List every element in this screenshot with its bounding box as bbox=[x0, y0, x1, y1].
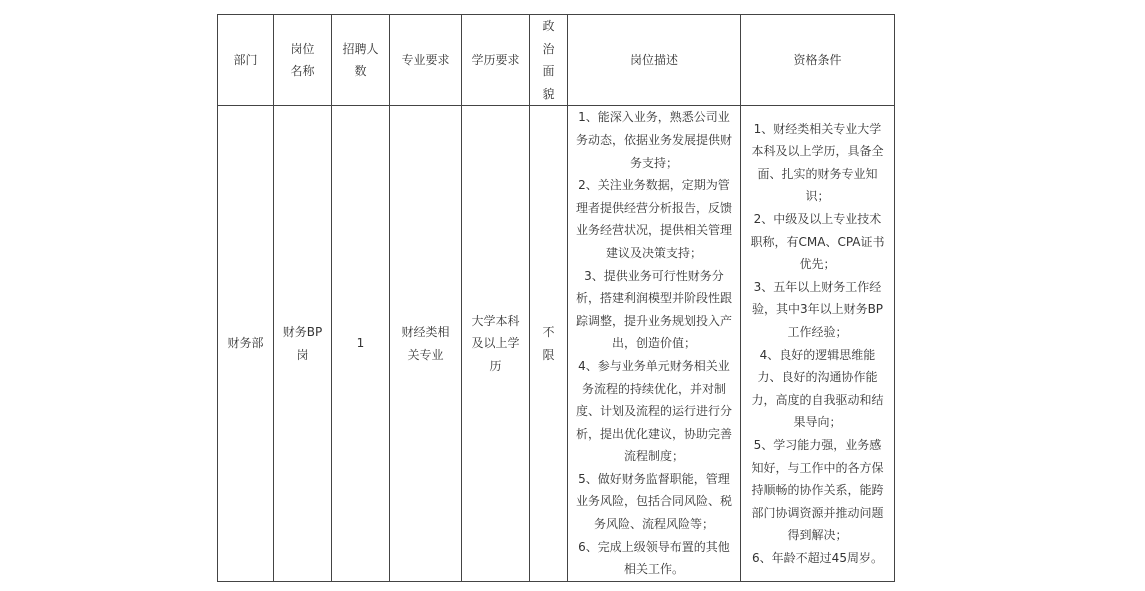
cell-political: 不限 bbox=[530, 106, 568, 581]
header-political: 政治面貌 bbox=[530, 15, 568, 106]
header-row bbox=[218, 15, 895, 106]
header-description: 岗位描述 bbox=[568, 15, 741, 106]
job-posting-table bbox=[217, 14, 895, 582]
cell-qualification: 1、财经类相关专业大学本科及以上学历，具备全面、扎实的财务专业知识； 2、中级及以上专业技术职称，有CMA、CPA证书优先； 3、五年以上财务工作经验，其中3年以上财务BP工作经验； 4、良好的逻辑思维能力、良好的沟通协作能力，高度的自我驱动和结果导向； 5、学习能力强，业务感知好，与工作中的各方保持顺畅的协作关系，能跨部门协调资源并推动问题得到解决； 6、年龄不超过45周岁。 bbox=[741, 106, 895, 581]
table-row bbox=[218, 106, 895, 581]
cell-dept: 财务部 bbox=[218, 106, 274, 581]
cell-description: 1、能深入业务，熟悉公司业务动态，依据业务发展提供财务支持； 2、关注业务数据，定期为管理者提供经营分析报告，反馈业务经营状况，提供相关管理建议及决策支持； 3、提供业务可行性财务分析，搭建利润模型并阶段性跟踪调整，提升业务规划投入产出，创造价值； 4、参与业务单元财务相关业务流程的持续优化，并对制度、计划及流程的运行进行分析，提出优化建议，协助完善流程制度； 5、做好财务监督职能，管理业务风险，包括合同风险、税务风险、流程风险等； 6、完成上级领导布置的其他相关工作。 bbox=[568, 106, 741, 581]
header-qualification: 资格条件 bbox=[741, 15, 895, 106]
header-dept: 部门 bbox=[218, 15, 274, 106]
header-position: 岗位名称 bbox=[274, 15, 332, 106]
cell-major: 财经类相关专业 bbox=[390, 106, 462, 581]
cell-count: 1 bbox=[332, 106, 390, 581]
cell-education: 大学本科及以上学历 bbox=[462, 106, 530, 581]
header-count: 招聘人数 bbox=[332, 15, 390, 106]
header-major: 专业要求 bbox=[390, 15, 462, 106]
header-education: 学历要求 bbox=[462, 15, 530, 106]
cell-position: 财务BP岗 bbox=[274, 106, 332, 581]
